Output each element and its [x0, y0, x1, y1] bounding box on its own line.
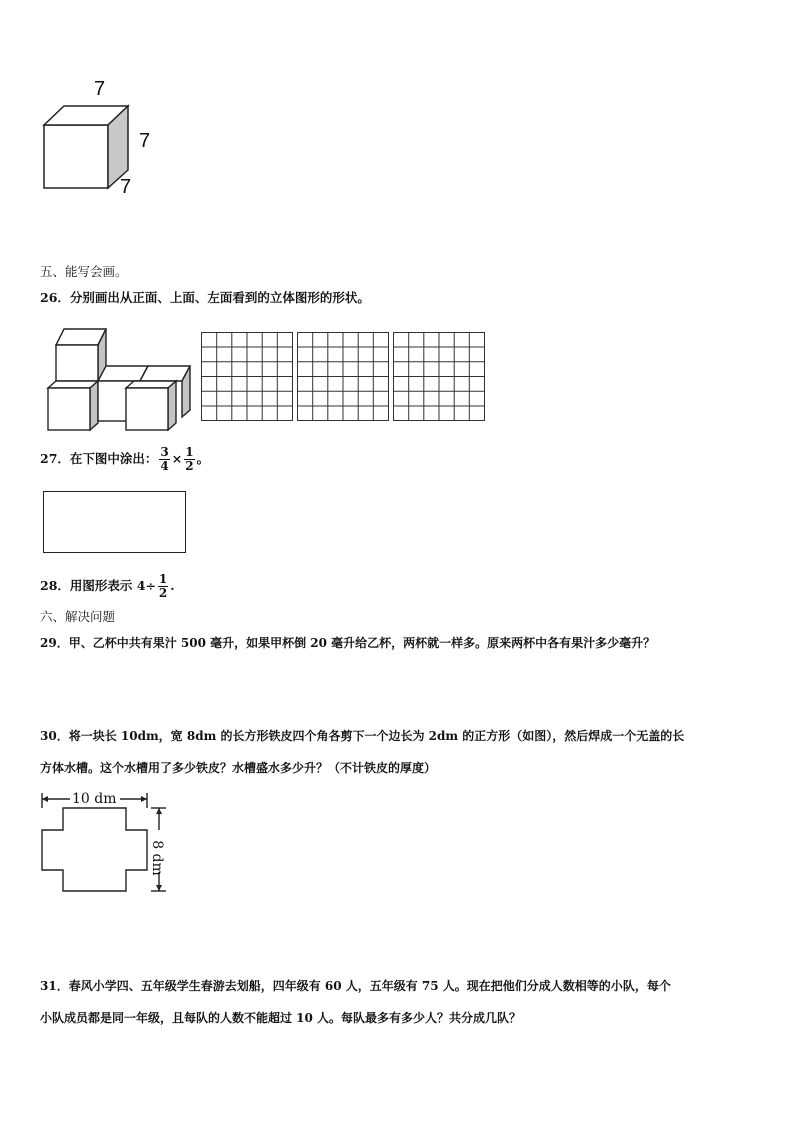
q26-grid-front — [201, 332, 293, 421]
q27-fraction-2 — [184, 446, 194, 473]
q30-width-label: 10 dm — [72, 791, 117, 807]
section5-heading: 五、能写会画。 — [40, 264, 128, 279]
q31-line1: 31．春风小学四、五年级学生春游去划船，四年级有 60 人，五年级有 75 人。现在把他们分成人数相等的小队，每个 — [40, 979, 671, 993]
cube-top-label: 7 — [94, 78, 106, 100]
q27-frac2-numerator: 1 — [185, 445, 194, 459]
q31-line2: 小队成员都是同一年级，且每队的人数不能超过 10 人。每队最多有多少人？共分成几队？ — [40, 1011, 522, 1025]
q26-grid-left — [393, 332, 485, 421]
q26-grid-top — [297, 332, 389, 421]
cube-depth-label: 7 — [120, 176, 132, 198]
q28-suffix: . — [170, 578, 175, 593]
q28-text — [40, 571, 175, 601]
q30-line1: 30．将一块长 10dm，宽 8dm 的长方形铁皮四个角各剪下一个边长为 2dm 的正方形（如图），然后焊成一个无盖的长 — [40, 729, 685, 743]
q30-line2: 方体水槽。这个水槽用了多少铁皮？水槽盛水多少升？（不计铁皮的厚度） — [40, 761, 437, 775]
q30-height-label: 8 dm — [149, 840, 165, 876]
q27-frac1-denominator: 4 — [160, 459, 169, 473]
q28-fraction — [158, 573, 168, 600]
q27-frac2-denominator: 2 — [185, 459, 194, 473]
q27-text — [40, 444, 209, 474]
cube-right-label: 7 — [139, 130, 151, 152]
q27-frac1-numerator: 3 — [160, 445, 169, 459]
q27-fraction-1 — [159, 446, 169, 473]
q27-prefix: 27．在下图中涂出： — [40, 451, 158, 466]
q28-frac-numerator: 1 — [158, 572, 168, 586]
q27-operator: × — [171, 451, 183, 466]
q28-prefix: 28．用图形表示 4÷ — [40, 578, 156, 593]
section6-heading: 六、解决问题 — [40, 609, 116, 624]
q27-suffix: 。 — [196, 451, 210, 466]
q28-frac-denominator: 2 — [158, 586, 168, 600]
q26-text: 26．分别画出从正面、上面、左面看到的立体图形的形状。 — [40, 290, 370, 305]
q29-text: 29．甲、乙杯中共有果汁 500 毫升，如果甲杯倒 20 毫升给乙杯，两杯就一样多。原来两杯中各有果汁多少毫升？ — [40, 636, 656, 650]
q27-rectangle — [43, 491, 186, 553]
q26-solid-figure — [44, 325, 194, 435]
